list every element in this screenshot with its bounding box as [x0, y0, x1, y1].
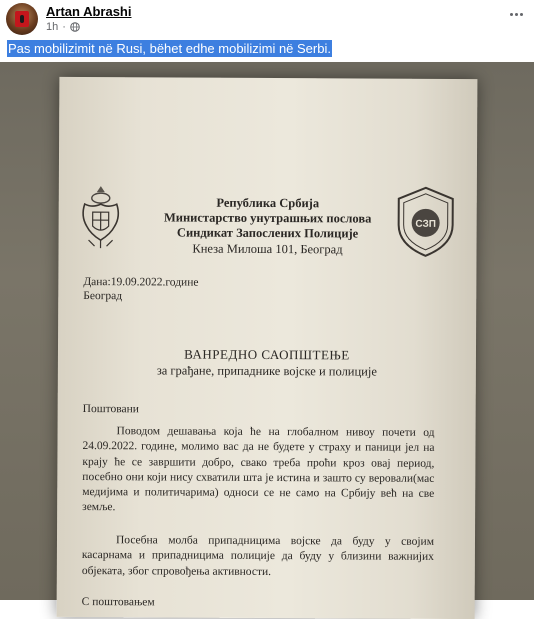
author-name[interactable]: Artan Abrashi	[46, 4, 131, 19]
post-time[interactable]: 1h	[46, 21, 58, 33]
document-city: Београд	[83, 290, 122, 302]
meta-separator: ·	[62, 21, 66, 33]
document-date: Дана:19.09.2022.године	[83, 276, 198, 289]
post-caption: Pas mobilizimit në Rusi, bëhet edhe mobilizimi në Serbi.	[7, 40, 332, 57]
post-photo[interactable]	[0, 62, 534, 600]
more-options-icon[interactable]	[506, 6, 526, 22]
document-header-ministry: Министарство унутрашњих послова	[59, 210, 477, 227]
document-paragraph-2: Посебна молба припадницима војске да буду у својим касарнама и припадницима полиције да буду у близини важнијих објеката, због спровођења активности.	[82, 533, 434, 581]
union-seal-icon	[392, 185, 458, 259]
document-paragraph-1: Поводом дешавања која ће на глобалном нивоу почети од 24.09.2022. године, молимо вас да не будете у страху и паници јел на крају ће се завршити добро, свако треба проћи кроз овај период, посебно они који нису схватили шта је истина и зашто су веровали(мас медијима и политичарима) односи се не само на Србију већ на све земље.	[82, 424, 434, 518]
document-title: ВАНРЕДНО САОПШТЕЊЕ	[58, 346, 476, 364]
globe-icon	[70, 22, 80, 32]
document-subtitle: за грађане, припаднике војске и полиције	[58, 363, 476, 380]
post-header	[0, 0, 534, 38]
seal-text: СЗП	[415, 219, 436, 230]
document-header-address: Кнеза Милоша 101, Београд	[58, 241, 476, 258]
author-avatar[interactable]	[6, 3, 38, 35]
document-closing: С поштовањем	[82, 596, 155, 608]
document-header-union: Синдикат Запослених Полиције	[59, 225, 477, 242]
document-greeting: Поштовани	[83, 403, 139, 415]
document-paper	[57, 77, 478, 619]
post-meta	[46, 21, 80, 33]
document-header-country: Република Србија	[59, 195, 477, 212]
